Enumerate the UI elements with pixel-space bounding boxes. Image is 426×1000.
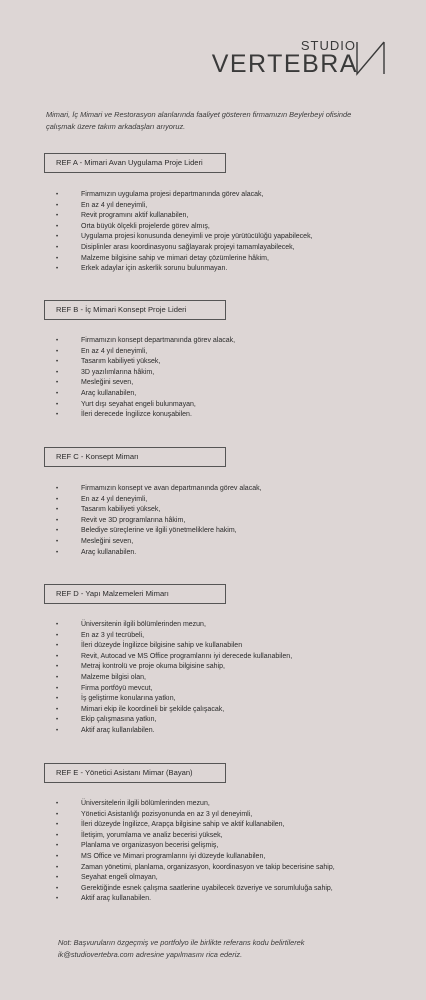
ref-title: REF C - Konsept Mimarı bbox=[44, 447, 226, 467]
ref-title: REF B - İç Mimari Konsept Proje Lideri bbox=[44, 300, 226, 320]
list-item: • Yurt dışı seyahat engeli bulunmayan, bbox=[56, 400, 235, 411]
list-item: • Tasarım kabiliyeti yüksek, bbox=[56, 505, 262, 516]
list-item: • Metraj kontrolü ve proje okuma bilgisine sahip, bbox=[56, 662, 292, 673]
list-item: • Firma portföyü mevcut, bbox=[56, 684, 292, 695]
list-item: • Firmamızın uygulama projesi departmanında görev alacak, bbox=[56, 190, 313, 201]
list-item: • 3D yazılımlarına hâkim, bbox=[56, 368, 235, 379]
list-item: • Aktif araç kullanabilen. bbox=[56, 894, 335, 905]
list-item: • Seyahat engeli olmayan, bbox=[56, 873, 335, 884]
list-item: • Belediye süreçlerine ve ilgili yönetmeliklere hakim, bbox=[56, 526, 262, 537]
list-item: • Aktif araç kullanılabilen. bbox=[56, 726, 292, 737]
list-item: • Üniversitelerin ilgili bölümlerinden mezun, bbox=[56, 799, 335, 810]
requirements-list bbox=[56, 484, 262, 558]
logo-studio-text: STUDIO bbox=[300, 38, 356, 53]
list-item: • Yönetici Asistanlığı pozisyonunda en az 3 yıl deneyimli, bbox=[56, 810, 335, 821]
list-item: • İleri düzeyde İngilizce bilgisine sahip ve kullanabilen bbox=[56, 641, 292, 652]
application-note: Not: Başvuruların özgeçmiş ve portfolyo ile birlikte referans kodu belirtilerek ik@studiovertebra.com adresine yapılmasını rica ederiz. bbox=[58, 938, 305, 959]
list-item: • Uygulama projesi konusunda deneyimli ve proje yürütücülüğü yapabilecek, bbox=[56, 232, 313, 243]
list-item: • Gerektiğinde esnek çalışma saatlerine uyabilecek özveriye ve sorumluluğa sahip, bbox=[56, 884, 335, 895]
list-item: • İletişim, yorumlama ve analiz becerisi yüksek, bbox=[56, 831, 335, 842]
list-item: • Mimari ekip ile koordineli bir şekilde çalışacak, bbox=[56, 705, 292, 716]
list-item: • Revit, Autocad ve MS Office programlarını iyi derecede kullanabilen, bbox=[56, 652, 292, 663]
list-item: • Planlama ve organizasyon becerisi gelişmiş, bbox=[56, 841, 335, 852]
ref-title: REF D - Yapı Malzemeleri Mimarı bbox=[44, 584, 226, 604]
list-item: • En az 4 yıl deneyimli, bbox=[56, 495, 262, 506]
list-item: • Disiplinler arası koordinasyonu sağlayarak projeyi tamamlayabilecek, bbox=[56, 243, 313, 254]
list-item: • En az 3 yıl tecrübeli, bbox=[56, 631, 292, 642]
list-item: • MS Office ve Mimari programlarını iyi düzeyde kullanabilen, bbox=[56, 852, 335, 863]
list-item: • Araç kullanabilen. bbox=[56, 548, 262, 559]
job-section-ref-e bbox=[44, 763, 384, 903]
ref-title: REF E - Yönetici Asistanı Mimar (Bayan) bbox=[44, 763, 226, 783]
list-item: • İş geliştirme konularına yatkın, bbox=[56, 694, 292, 705]
list-item: • Erkek adaylar için askerlik sorunu bulunmayan. bbox=[56, 264, 313, 275]
list-item: • Mesleğini seven, bbox=[56, 537, 262, 548]
list-item: • Orta büyük ölçekli projelerde görev almış, bbox=[56, 222, 313, 233]
requirements-list bbox=[56, 190, 313, 275]
requirements-list bbox=[56, 620, 292, 737]
list-item: • Tasarım kabiliyeti yüksek, bbox=[56, 357, 235, 368]
list-item: • Revit programını aktif kullanabilen, bbox=[56, 211, 313, 222]
list-item: • İleri derecede İngilizce konuşabilen. bbox=[56, 410, 235, 421]
list-item: • Zaman yönetimi, planlama, organizasyon, koordinasyon ve takip becerisine sahip, bbox=[56, 863, 335, 874]
list-item: • Üniversitenin ilgili bölümlerinden mezun, bbox=[56, 620, 292, 631]
list-item: • Firmamızın konsept ve avan departmanında görev alacak, bbox=[56, 484, 262, 495]
logo-mark-icon bbox=[356, 40, 386, 76]
list-item: • En az 4 yıl deneyimli, bbox=[56, 201, 313, 212]
ref-title: REF A - Mimari Avan Uygulama Proje Lideri bbox=[44, 153, 226, 173]
logo-name-text: VERTEBRA bbox=[211, 50, 358, 78]
list-item: • Malzeme bilgisi olan, bbox=[56, 673, 292, 684]
list-item: • İleri düzeyde İngilizce, Arapça bilgisine sahip ve aktif kullanabilen, bbox=[56, 820, 335, 831]
job-section-ref-a bbox=[44, 153, 384, 273]
job-section-ref-c bbox=[44, 447, 384, 556]
list-item: • Mesleğini seven, bbox=[56, 378, 235, 389]
job-section-ref-d bbox=[44, 584, 384, 734]
requirements-list bbox=[56, 799, 335, 905]
intro-text: Mimari, İç Mimari ve Restorasyon alanlarında faaliyet gösteren firmamızın Beylerbeyi ofisinde çalışmak üzere takım arkadaşları arıyoruz. bbox=[46, 110, 352, 131]
list-item: • Malzeme bilgisine sahip ve mimari detay çözümlerine hâkim, bbox=[56, 254, 313, 265]
list-item: • En az 4 yıl deneyimli, bbox=[56, 347, 235, 358]
company-logo bbox=[211, 38, 386, 78]
list-item: • Ekip çalışmasına yatkın, bbox=[56, 715, 292, 726]
job-section-ref-b bbox=[44, 300, 384, 419]
list-item: • Araç kullanabilen, bbox=[56, 389, 235, 400]
list-item: • Revit ve 3D programlarına hâkim, bbox=[56, 516, 262, 527]
requirements-list bbox=[56, 336, 235, 421]
list-item: • Firmamızın konsept departmanında görev alacak, bbox=[56, 336, 235, 347]
